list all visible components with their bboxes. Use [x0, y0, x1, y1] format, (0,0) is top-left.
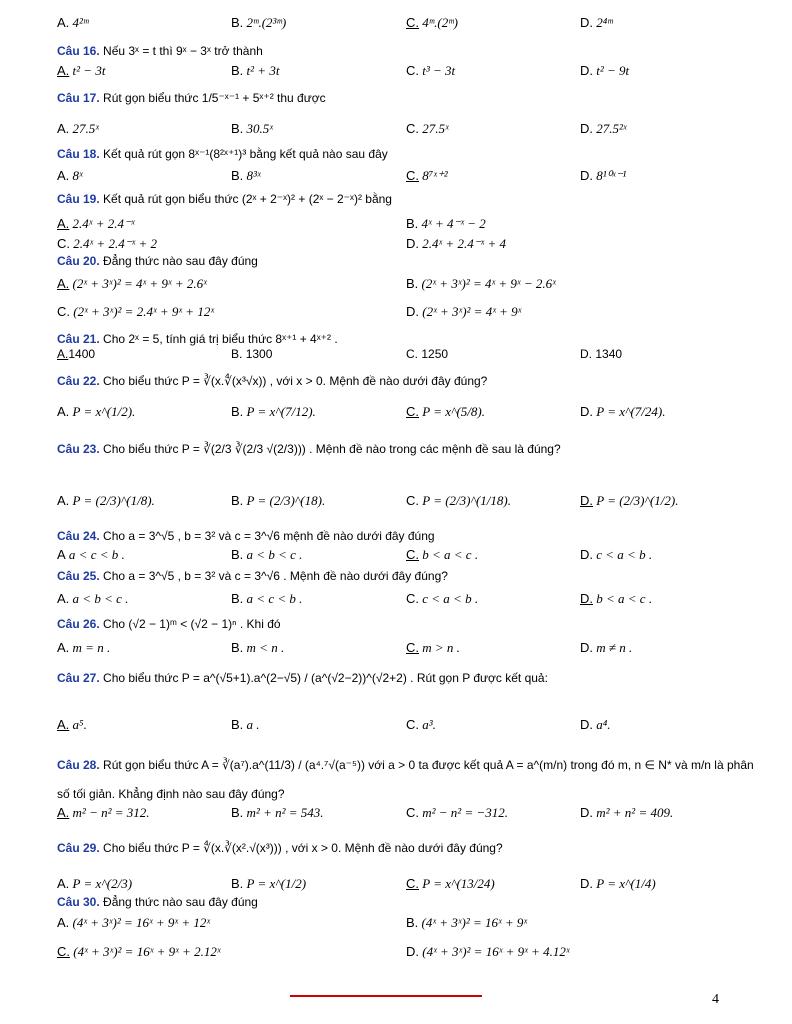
options-row-29: A. P = x^(2/3) B. P = x^(1/2) C. P = x^(13/24) D. P = x^(1/4) — [57, 876, 656, 891]
question-19: Câu 19. Kết quả rút gọn biểu thức (2ˣ + 2⁻ˣ)² + (2ˣ − 2⁻ˣ)² bằng — [57, 192, 392, 206]
question-26: Câu 26. Cho (√2 − 1)ᵐ < (√2 − 1)ⁿ . Khi đó — [57, 617, 281, 631]
option-b: B. 2ᵐ.(2³ᵐ) — [231, 15, 287, 30]
question-28: Câu 28. Rút gọn biểu thức A = ∛(a⁷).a^(11/3) / (a⁴.⁷√(a⁻⁵)) với a > 0 ta được kết quả A = a^(m/n) trong đó m, n ∈ N* và m/n là phân — [57, 758, 754, 772]
question-29: Câu 29. Cho biểu thức P = ∜(x.∛(x².√(x³))) , với x > 0. Mệnh đề nào dưới đây đúng? — [57, 841, 503, 855]
options-row-18: A. 8ˣ B. 8³ˣ C. 8⁷ˣ⁺² D. 8¹⁰ˣ⁻¹ — [57, 168, 627, 183]
question-30: Câu 30. Đẳng thức nào sau đây đúng — [57, 895, 258, 909]
page-number: 4 — [712, 992, 719, 1007]
option-d: D. 2⁴ᵐ — [580, 15, 613, 30]
footer-divider — [290, 995, 482, 997]
option-a: A. 4²ᵐ — [57, 15, 89, 30]
options-row-20b: C. (2ˣ + 3ˣ)² = 2.4ˣ + 9ˣ + 12ˣ D. (2ˣ + 3ˣ)² = 4ˣ + 9ˣ — [57, 304, 522, 319]
options-row-26: A. m = n . B. m < n . C. m > n . D. m ≠ n . — [57, 640, 633, 655]
question-24: Câu 24. Cho a = 3^√5 , b = 3² và c = 3^√6 mệnh đề nào dưới đây đúng — [57, 529, 435, 543]
question-17: Câu 17. Rút gọn biểu thức 1/5⁻ˣ⁻¹ + 5ˣ⁺² thu được — [57, 91, 326, 105]
question-20: Câu 20. Đẳng thức nào sau đây đúng — [57, 254, 258, 268]
options-row-25: A. a < b < c . B. a < c < b . C. c < a < b . D. b < a < c . — [57, 591, 653, 606]
question-22: Câu 22. Cho biểu thức P = ∛(x.∜(x³√x)) , với x > 0. Mệnh đề nào dưới đây đúng? — [57, 374, 488, 388]
options-row-24: A a < c < b . B. a < b < c . C. b < a < c . D. c < a < b . — [57, 547, 653, 562]
question-21: Câu 21. Cho 2ˣ = 5, tính giá trị biểu thức 8ˣ⁺¹ + 4ˣ⁺² . — [57, 332, 338, 346]
options-row-17: A. 27.5ˣ B. 30.5ˣ C. 27.5ˣ D. 27.5²ˣ — [57, 121, 627, 136]
options-row-19b: C. 2.4ˣ + 2.4⁻ˣ + 2 D. 2.4ˣ + 2.4⁻ˣ + 4 — [57, 236, 506, 251]
options-row-27: A. a⁵. B. a . C. a³. D. a⁴. — [57, 717, 611, 732]
question-23: Câu 23. Cho biểu thức P = ∛(2/3 ∛(2/3 √(2/3))) . Mệnh đề nào trong các mệnh đề sau là đúng? — [57, 442, 561, 456]
options-row-19a: A. 2.4ˣ + 2.4⁻ˣ B. 4ˣ + 4⁻ˣ − 2 — [57, 216, 486, 231]
options-row-28: A. m² − n² = 312. B. m² + n² = 543. C. m² − n² = −312. D. m² + n² = 409. — [57, 805, 674, 820]
question-28-line2: số tối giản. Khẳng định nào sau đây đúng? — [57, 787, 285, 801]
options-row-23: A. P = (2/3)^(1/8). B. P = (2/3)^(18). C. P = (2/3)^(1/18). D. P = (2/3)^(1/2). — [57, 493, 679, 508]
options-row-16: A. t² − 3t B. t² + 3t C. t³ − 3t D. t² − 9t — [57, 63, 630, 78]
question-16: Câu 16. Nếu 3ˣ = t thì 9ˣ − 3ˣ trở thành — [57, 44, 263, 58]
question-27: Câu 27. Cho biểu thức P = a^(√5+1).a^(2−√5) / (a^(√2−2))^(√2+2) . Rút gọn P được kết quả: — [57, 671, 548, 685]
option-c: C. 4ᵐ.(2ᵐ) — [406, 15, 458, 30]
question-25: Câu 25. Cho a = 3^√5 , b = 3² và c = 3^√6 . Mệnh đề nào dưới đây đúng? — [57, 569, 448, 583]
options-row-30a: A. (4ˣ + 3ˣ)² = 16ˣ + 9ˣ + 12ˣ B. (4ˣ + 3ˣ)² = 16ˣ + 9ˣ — [57, 915, 528, 930]
options-row-22: A. P = x^(1/2). B. P = x^(7/12). C. P = x^(5/8). D. P = x^(7/24). — [57, 404, 666, 419]
options-row-15 — [0, 15, 792, 37]
question-18: Câu 18. Kết quả rút gọn 8ˣ⁻¹(8²ˣ⁺¹)³ bằng kết quả nào sau đây — [57, 147, 388, 161]
options-row-21: A.1400 B. 1300 C. 1250 D. 1340 — [57, 347, 623, 361]
options-row-30b: C. (4ˣ + 3ˣ)² = 16ˣ + 9ˣ + 2.12ˣ D. (4ˣ + 3ˣ)² = 16ˣ + 9ˣ + 4.12ˣ — [57, 944, 570, 959]
options-row-20a: A. (2ˣ + 3ˣ)² = 4ˣ + 9ˣ + 2.6ˣ B. (2ˣ + 3ˣ)² = 4ˣ + 9ˣ − 2.6ˣ — [57, 276, 556, 291]
